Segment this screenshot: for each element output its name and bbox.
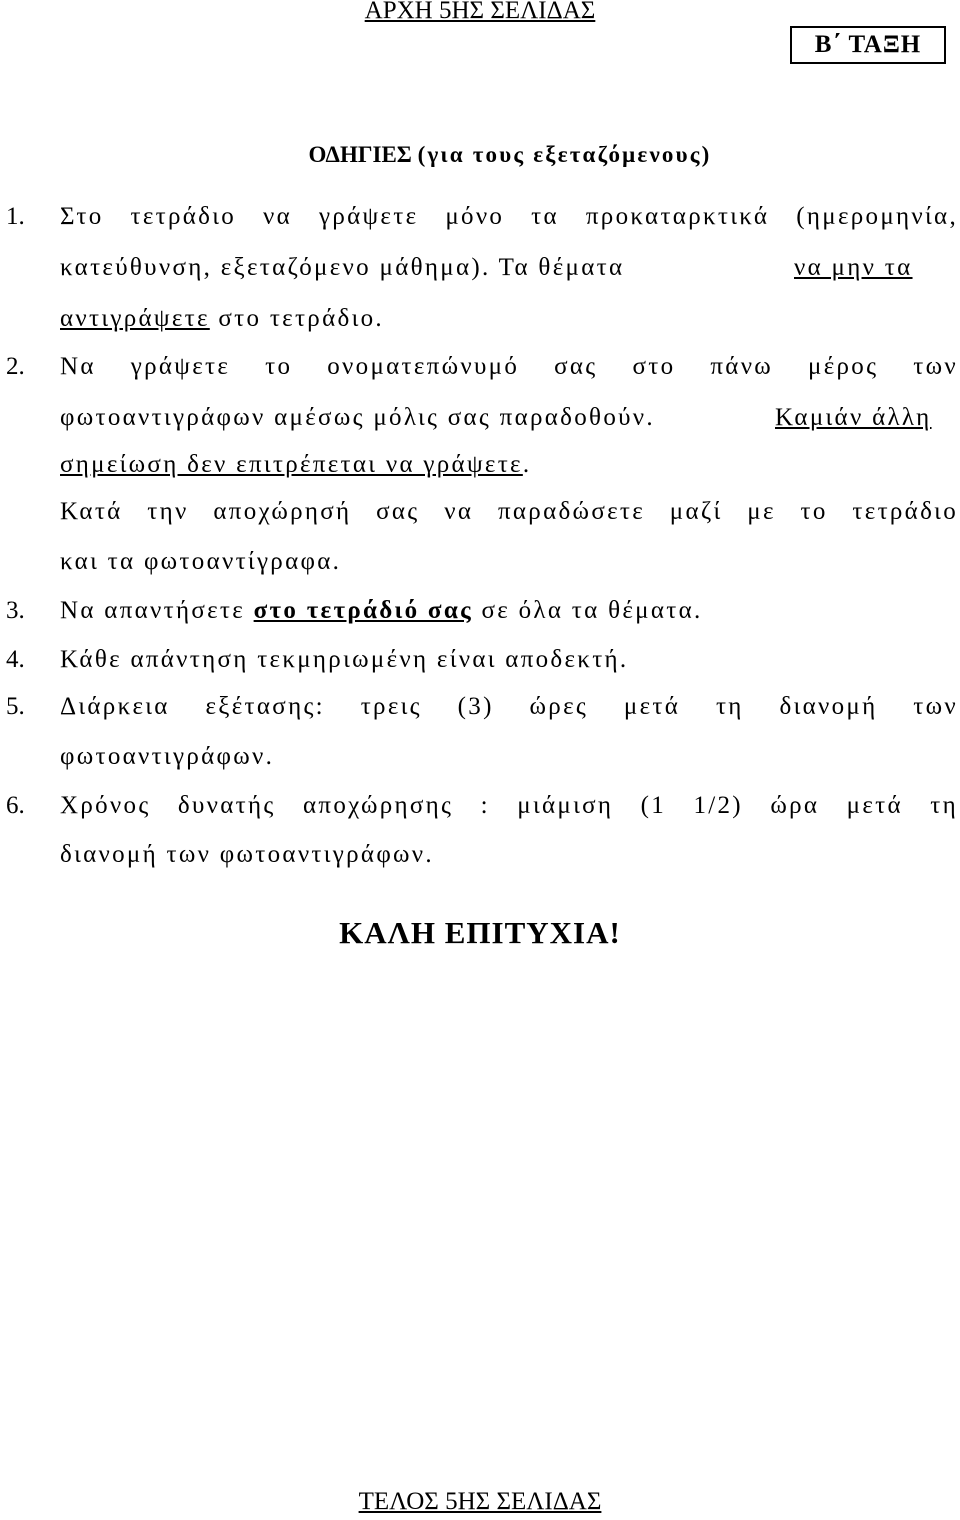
item-2-line-2a: φωτοαντιγράφων αμέσως μόλις σας παραδοθούν. [60,404,655,431]
item-5-line-2: φωτοαντιγράφων. [60,743,275,770]
item-2-line-5: και τα φωτοαντίγραφα. [60,548,342,575]
item-3-emphasis: στο τετράδιό σας [253,597,473,624]
item-5-number: 5. [6,693,25,720]
item-2-line-3-rest: . [522,451,532,478]
page-footer-end: ΤΕΛΟΣ 5ΗΣ ΣΕΛΙΔΑΣ [358,1488,602,1515]
item-3-line [60,597,703,625]
item-3-pre: Να απαντήσετε [60,597,254,624]
item-6-number: 6. [6,792,25,819]
item-4-line: Κάθε απάντηση τεκμηριωμένη είναι αποδεκτή. [60,646,629,673]
item-6-line-2: διανομή των φωτοαντιγράφων. [60,841,434,868]
class-label-box: Β΄ ΤΑΞΗ [790,26,946,64]
item-1-line-1: Στο τετράδιο να γράψετε μόνο τα προκαταρκτικά (ημερομηνία, [60,203,958,230]
item-1-line-2b: να μην τα [794,254,913,281]
item-1-line-3 [60,305,384,333]
item-5-line-1: Διάρκεια εξέτασης: τρεις (3) ώρες μετά τη διανομή των [60,693,958,720]
good-luck-message: ΚΑΛΗ ΕΠΙΤΥΧΙΑ! [339,915,621,950]
item-1-number: 1. [6,203,25,230]
page-header-start: ΑΡΧΗ 5ΗΣ ΣΕΛΙΔΑΣ [364,0,596,24]
item-1-underlined-word: αντιγράψετε [60,305,210,332]
instructions-heading [0,142,960,168]
item-4-number: 4. [6,646,25,673]
item-2-underlined-phrase: σημείωση δεν επιτρέπεται να γράψετε [60,451,523,478]
instructions-subtitle: (για τους εξεταζόμενους) [417,142,712,167]
item-2-line-1: Να γράψετε το ονοματεπώνυμό σας στο πάνω μέρος των [60,353,958,380]
item-1-line-3-rest: στο τετράδιο. [209,305,384,332]
item-2-number: 2. [6,353,25,380]
instructions-title: ΟΔΗΓΙΕΣ [308,142,412,167]
item-3-post: σε όλα τα θέματα. [472,597,703,624]
item-6-line-1: Χρόνος δυνατής αποχώρησης : μιάμιση (1 1/2) ώρα μετά τη [60,792,958,819]
item-2-line-2b: Καμιάν άλλη [775,404,932,431]
item-1-line-2a: κατεύθυνση, εξεταζόμενο μάθημα). Τα θέματα [60,254,625,281]
item-2-line-4: Κατά την αποχώρησή σας να παραδώσετε μαζί με το τετράδιο [60,498,958,525]
item-3-number: 3. [6,597,25,624]
item-2-line-3 [60,451,531,479]
